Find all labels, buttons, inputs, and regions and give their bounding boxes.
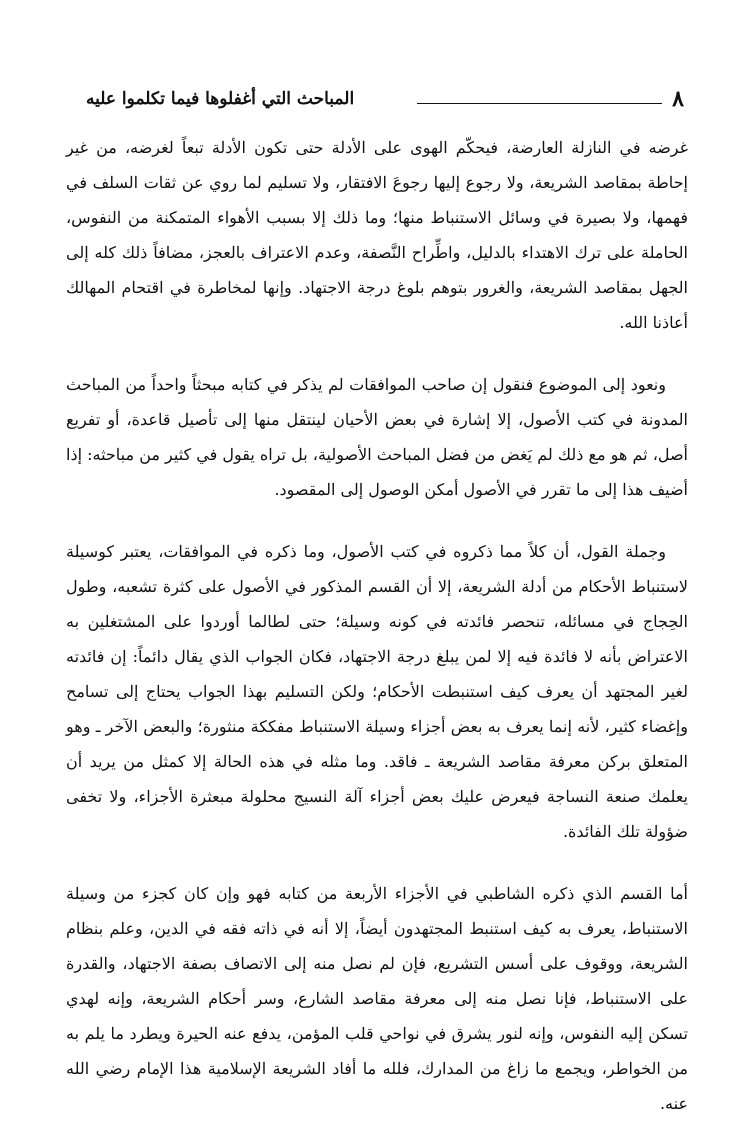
paragraph-4: أما القسم الذي ذكره الشاطبي في الأجزاء الأربعة من كتابه فهو وإن كان كجزء من وسيلة الاستنباط، يعرف به كيف استنبط المجتهدون أيضاً، إلا أنه في ذاته فقه في الدين، وعلم بنظام الشريعة، ووقوف على أسس التشريع، فإن لم نصل منه إلى الاتصاف بصفة الاجتهاد، والقدرة على الاستنباط، فإنا نصل منه إلى معرفة مقاصد الشارع، وسر أحكام الشريعة، وإنه لهدي تسكن إليه النفوس، وإنه لنور يشرق في نواحي قلب المؤمن، يدفع عنه الحيرة ويطرد ما يلم به من الخواطر، ويجمع ما زاغ من المدارك، فلله ما أفاد الشريعة الإسلامية هذا الإمام رضي الله عنه. [66, 884, 688, 1113]
page-body [66, 130, 688, 1148]
header-rule [417, 103, 662, 104]
running-title: المباحث التي أغفلوها فيما تكلموا عليه [86, 89, 355, 109]
paragraph-2: ونعود إلى الموضوع فنقول إن صاحب الموافقات لم يذكر في كتابه مبحثاً واحداً من المباحث المدونة في كتب الأصول، إلا إشارة في بعض الأحيان لينتقل منها إلى تأصيل قاعدة، أو تفريع أصل، ثم هو مع ذلك لم يَغض من فضل المباحث الأصولية، بل تراه يقول في كثير من مباحثه: إذا أضيف هذا إلى ما تقرر في الأصول أمكن الوصول إلى المقصود. [66, 375, 689, 499]
page-header [86, 86, 684, 116]
paragraph-1: غرضه في النازلة العارضة، فيحكّم الهوى على الأدلة حتى تكون الأدلة تبعاً لغرضه، من غير إحاطة بمقاصد الشريعة، ولا رجوع إليها رجوعَ الافتقار، ولا تسليم لما روي عن ثقات السلف في فهمها، ولا بصيرة في وسائل الاستنباط منها؛ وما ذلك إلا بسبب الأهواء المتمكنة من النفوس، الحاملة على ترك الاهتداء بالدليل، واطِّراح النَّصفة، وعدم الاعتراف بالعجز، مضافاً ذلك كله إلى الجهل بمقاصد الشريعة، والغرور بتوهم بلوغ درجة الاجتهاد. وإنها لمخاطرة في اقتحام المهالك أعاذنا الله. [66, 138, 688, 332]
paragraph-3: وجملة القول، أن كلاً مما ذكروه في كتب الأصول، وما ذكره في الموافقات، يعتبر كوسيلة لاستنباط الأحكام من أدلة الشريعة، إلا أن القسم المذكور في الأصول على كثرة تشعبه، وطول الحِجاج في مسائله، تنحصر فائدته في كونه وسيلة؛ حتى لطالما أوردوا على المشتغلين به الاعتراض بأنه لا فائدة فيه إلا لمن يبلغ درجة الاجتهاد، فكان الجواب الذي يقال دائماً: إن فائدته لغير المجتهد أن يعرف كيف استنبطت الأحكام؛ ولكن التسليم بهذا الجواب يحتاج إلى تسامح وإغضاء كثير، لأنه إنما يعرف به بعض أجزاء وسيلة الاستنباط مفككة منثورة؛ والبعض الآخر ـ وهو المتعلق بركن معرفة مقاصد الشريعة ـ فاقد. وما مثله في هذه الحالة إلا كمثل من يريد أن يعلمك صنعة النساجة فيعرض عليك بعض أجزاء آلة النسيج محلولة مبعثرة الأجزاء، ولا تخفى ضؤولة تلك الفائدة. [66, 542, 688, 841]
page-number: ٨ [672, 86, 684, 112]
